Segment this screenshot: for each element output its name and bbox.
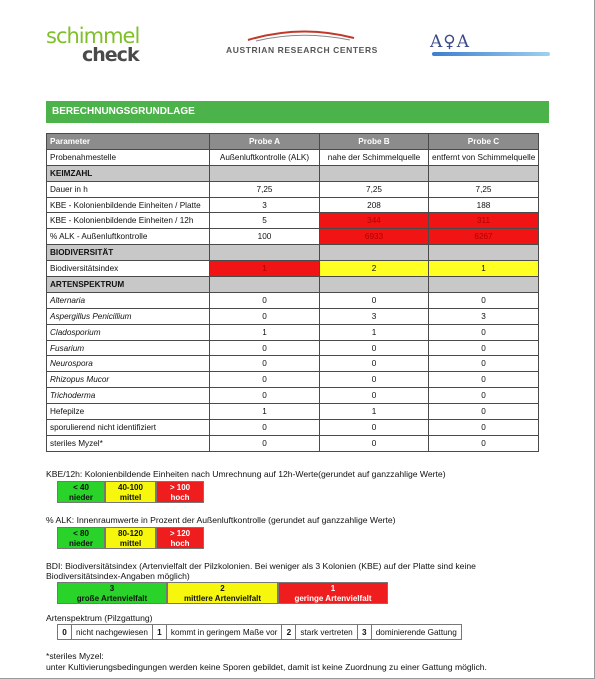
cell-value: 6267 <box>429 229 539 245</box>
row-label: Cladosporium <box>47 324 210 340</box>
cell-value: 100 <box>210 229 320 245</box>
section-row <box>47 277 539 293</box>
legend-label: nieder <box>68 539 93 548</box>
legend-item <box>156 527 204 549</box>
cell-value <box>320 245 429 261</box>
kbe-note: KBE/12h: Kolonienbildende Einheiten nach Umrechnung auf 12h-Werte(gerundet auf ganzzahlige Werte) <box>46 469 446 479</box>
row-label: % ALK - Außenluftkontrolle <box>47 229 210 245</box>
cell-value: 0 <box>320 420 429 436</box>
cell-value: 5 <box>210 213 320 229</box>
legend-item <box>278 582 388 604</box>
table-row <box>47 292 539 308</box>
legend-label: große Artenvielfalt <box>76 594 148 603</box>
cell-value: 0 <box>320 292 429 308</box>
row-label: Trichoderma <box>47 388 210 404</box>
cell-value: nahe der Schimmelquelle <box>320 149 429 165</box>
table-row <box>47 197 539 213</box>
cell-value: 0 <box>320 388 429 404</box>
row-label: Biodiversitätsindex <box>47 261 210 277</box>
cell-value: 1 <box>429 261 539 277</box>
cell-value: 0 <box>210 372 320 388</box>
footnote-text: unter Kultivierungsbedingungen werden keine Sporen gebildet, damit ist keine Zuordnung zu einer Gattung möglich. <box>46 662 487 672</box>
header-probe-a: Probe A <box>210 134 320 150</box>
arc-logo-text: AUSTRIAN RESEARCH CENTERS <box>226 45 378 55</box>
section-title: BERECHNUNGSGRUNDLAGE <box>46 101 549 123</box>
cell-value: entfernt von Schimmelquelle <box>429 149 539 165</box>
alk-note: % ALK: Innenraumwerte in Prozent der Außenluftkontrolle (gerundet auf ganzzahlige Werte) <box>46 515 396 525</box>
cell-value: 7,25 <box>210 181 320 197</box>
legend-label: hoch <box>170 539 190 548</box>
cell-value: 0 <box>429 324 539 340</box>
row-label: Rhizopus Mucor <box>47 372 210 388</box>
arc-swoosh-icon <box>246 28 356 42</box>
schimmelcheck-logo <box>46 24 146 66</box>
aoa-logo-line <box>432 52 550 56</box>
cell-value: 0 <box>210 356 320 372</box>
row-label: Probenahmestelle <box>47 149 210 165</box>
table-row <box>47 324 539 340</box>
spec-note: Artenspektrum (Pilzgattung) <box>46 613 153 623</box>
bdi-note-line2: Biodiversitätsindex-Angaben möglich) <box>46 571 190 581</box>
cell-value: 0 <box>429 372 539 388</box>
legend-range: 1 <box>330 584 336 593</box>
cell-value <box>210 277 320 293</box>
cell-value: 0 <box>429 292 539 308</box>
row-label: KBE - Kolonienbildende Einheiten / Platte <box>47 197 210 213</box>
legend-item <box>105 527 156 549</box>
cell-value <box>429 245 539 261</box>
spec-number: 3 <box>357 625 371 640</box>
cell-value: 1 <box>210 404 320 420</box>
spec-text: stark vertreten <box>296 625 357 640</box>
row-label: sporulierend nicht identifiziert <box>47 420 210 436</box>
cell-value: 3 <box>320 308 429 324</box>
cell-value <box>429 165 539 181</box>
row-label: KEIMZAHL <box>47 165 210 181</box>
table-row <box>47 435 539 451</box>
section-row <box>47 165 539 181</box>
cell-value: 0 <box>320 435 429 451</box>
spec-number: 0 <box>58 625 72 640</box>
table-row <box>47 181 539 197</box>
cell-value: 0 <box>210 340 320 356</box>
legend-item <box>156 481 204 503</box>
footnote-title: *steriles Myzel: <box>46 651 104 661</box>
logo-line2: check <box>82 44 139 66</box>
table-row <box>47 388 539 404</box>
cell-value: 1 <box>320 404 429 420</box>
table-row <box>47 404 539 420</box>
table-row <box>47 356 539 372</box>
cell-value: 0 <box>210 292 320 308</box>
cell-value: 0 <box>210 388 320 404</box>
legend-item <box>57 527 105 549</box>
cell-value: 0 <box>210 420 320 436</box>
row-label: ARTENSPEKTRUM <box>47 277 210 293</box>
logo-line1: schimmel <box>46 24 140 48</box>
spec-number: 2 <box>282 625 296 640</box>
row-label: Fusarium <box>47 340 210 356</box>
aoa-logo-text: A♀A <box>430 32 470 52</box>
spec-text: nicht nachgewiesen <box>72 625 153 640</box>
cell-value: 3 <box>429 308 539 324</box>
cell-value: 0 <box>429 340 539 356</box>
kbe-legend <box>57 481 204 503</box>
cell-value: 7,25 <box>320 181 429 197</box>
row-label: Alternaria <box>47 292 210 308</box>
row-label: Aspergillus Penicillium <box>47 308 210 324</box>
table-row <box>47 149 539 165</box>
legend-label: mittel <box>119 539 142 548</box>
cell-value: 0 <box>429 420 539 436</box>
cell-value <box>429 277 539 293</box>
spec-text: dominierende Gattung <box>371 625 461 640</box>
aoa-logo <box>428 32 552 62</box>
legend-range: < 80 <box>73 529 89 538</box>
bdi-note-line1: BDI: Biodiversitätsindex (Artenvielfalt der Pilzkolonien. Bei weniger als 3 Kolonien (KBE) auf der Platte sind keine <box>46 561 476 571</box>
cell-value: 0 <box>320 372 429 388</box>
alk-legend <box>57 527 204 549</box>
cell-value: 1 <box>210 261 320 277</box>
section-row <box>47 245 539 261</box>
cell-value: 311 <box>429 213 539 229</box>
legend-item <box>167 582 278 604</box>
legend-label: mittel <box>119 493 142 502</box>
arc-logo <box>226 28 378 58</box>
legend-label: hoch <box>170 493 190 502</box>
bdi-legend <box>57 582 388 604</box>
cell-value: 7,25 <box>429 181 539 197</box>
cell-value: 0 <box>429 435 539 451</box>
legend-label: nieder <box>68 493 93 502</box>
row-label: KBE - Kolonienbildende Einheiten / 12h <box>47 213 210 229</box>
cell-value: Außenluftkontrolle (ALK) <box>210 149 320 165</box>
cell-value: 2 <box>320 261 429 277</box>
row-label: BIODIVERSITÄT <box>47 245 210 261</box>
cell-value: 0 <box>320 340 429 356</box>
spec-legend-row <box>58 625 462 640</box>
row-label: Neurospora <box>47 356 210 372</box>
results-table <box>46 133 539 452</box>
legend-label: mittlere Artenvielfalt <box>183 594 262 603</box>
table-row <box>47 261 539 277</box>
table-row <box>47 213 539 229</box>
table-header-row <box>47 134 539 150</box>
header-probe-c: Probe C <box>429 134 539 150</box>
spec-text: kommt in geringem Maße vor <box>166 625 281 640</box>
cell-value: 344 <box>320 213 429 229</box>
cell-value: 6933 <box>320 229 429 245</box>
table-row <box>47 308 539 324</box>
cell-value <box>210 245 320 261</box>
legend-range: > 100 <box>169 483 191 492</box>
cell-value: 1 <box>320 324 429 340</box>
legend-range: 80-120 <box>118 529 143 538</box>
cell-value <box>320 277 429 293</box>
cell-value: 1 <box>210 324 320 340</box>
table-row <box>47 340 539 356</box>
legend-item <box>105 481 156 503</box>
cell-value: 0 <box>320 356 429 372</box>
cell-value <box>210 165 320 181</box>
spec-legend <box>57 624 462 640</box>
cell-value: 208 <box>320 197 429 213</box>
legend-item <box>57 582 167 604</box>
legend-range: 3 <box>109 584 115 593</box>
table-row <box>47 372 539 388</box>
header-probe-b: Probe B <box>320 134 429 150</box>
cell-value: 0 <box>210 435 320 451</box>
row-label: Dauer in h <box>47 181 210 197</box>
cell-value: 3 <box>210 197 320 213</box>
table-row <box>47 420 539 436</box>
row-label: steriles Myzel* <box>47 435 210 451</box>
row-label: Hefepilze <box>47 404 210 420</box>
cell-value <box>320 165 429 181</box>
legend-item <box>57 481 105 503</box>
cell-value: 0 <box>429 388 539 404</box>
cell-value: 0 <box>429 356 539 372</box>
legend-range: 2 <box>220 584 225 593</box>
cell-value: 188 <box>429 197 539 213</box>
legend-range: 40-100 <box>118 483 143 492</box>
legend-label: geringe Artenvielfalt <box>294 594 372 603</box>
legend-range: > 120 <box>169 529 191 538</box>
table-row <box>47 229 539 245</box>
cell-value: 0 <box>429 404 539 420</box>
spec-number: 1 <box>152 625 166 640</box>
header-parameter: Parameter <box>47 134 210 150</box>
legend-range: < 40 <box>73 483 89 492</box>
cell-value: 0 <box>210 308 320 324</box>
